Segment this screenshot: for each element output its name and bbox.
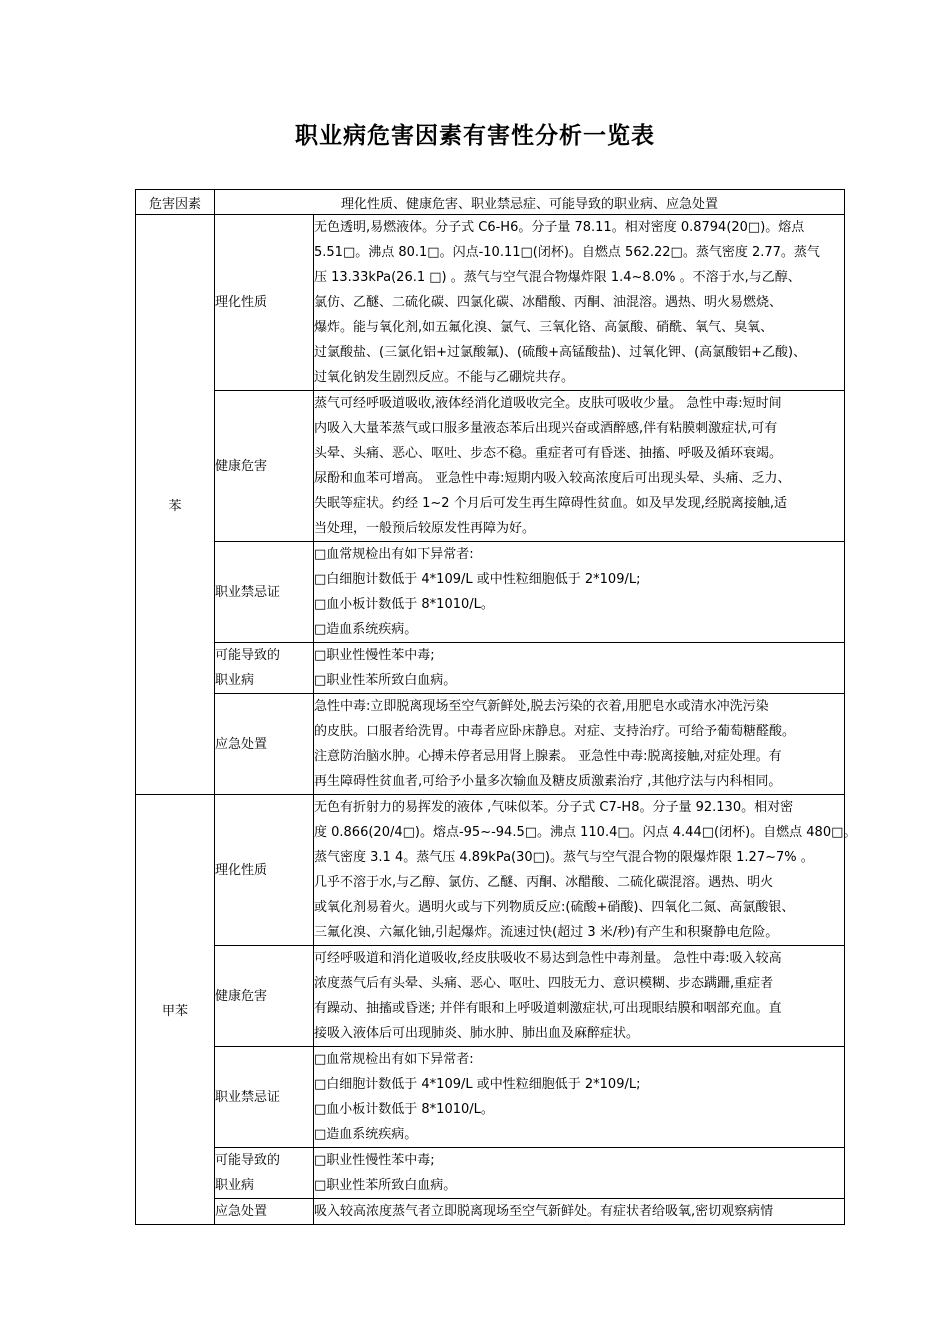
table-row bbox=[136, 391, 845, 542]
attribute-label-line: 健康危害 bbox=[215, 988, 268, 1004]
description-line: 压 13.33kPa(26.1 □) 。蒸气与空气混合物爆炸限 1.4~8.0% 。不溶于水,与乙醇、 bbox=[314, 270, 801, 285]
description-line: 5.51□。沸点 80.1□。闪点-10.11□(闭杯)。自燃点 562.22□。蒸气密度 2.77。蒸气 bbox=[314, 245, 820, 260]
description-cell bbox=[314, 1199, 845, 1225]
header-factor-cell: 危害因素 bbox=[136, 190, 215, 215]
description-line: 急性中毒:立即脱离现场至空气新鲜处,脱去污染的衣着,用肥皂水或清水冲洗污染 bbox=[314, 699, 769, 714]
attribute-label-line: 职业病 bbox=[215, 1178, 255, 1193]
description-line: 可经呼吸道和消化道吸收,经皮肤吸收不易达到急性中毒剂量。 急性中毒:吸入较高 bbox=[314, 951, 782, 966]
table-row bbox=[136, 1148, 845, 1199]
attribute-label-line: 职业病 bbox=[215, 673, 255, 688]
description-line: □造血系统疾病。 bbox=[314, 622, 418, 637]
attribute-label-cell bbox=[215, 215, 314, 391]
description-line: 有躁动、抽搐或昏迷; 并伴有眼和上呼吸道刺激症状,可出现眼结膜和咽部充血。直 bbox=[314, 1001, 782, 1016]
description-cell bbox=[314, 215, 845, 391]
hazard-factor-cell: 甲苯 bbox=[136, 795, 215, 1225]
description-line: 三氟化溴、六氟化铀,引起爆炸。流速过快(超过 3 米/秒)有产生和积聚静电危险。 bbox=[314, 925, 779, 940]
description-line: 注意防治脑水肿。心搏未停者忌用肾上腺素。 亚急性中毒:脱离接触,对症处理。有 bbox=[314, 749, 782, 764]
description-line: 度 0.866(20/4□)。熔点-95~-94.5□。沸点 110.4□。闪点 4.44□(闭杯)。自燃点 480□。 bbox=[314, 825, 857, 840]
attribute-label-cell bbox=[215, 643, 314, 694]
description-line: 内吸入大量苯蒸气或口服多量液态苯后出现兴奋或酒醉感,伴有粘膜刺激症状,可有 bbox=[314, 421, 778, 436]
description-line: □职业性苯所致白血病。 bbox=[314, 1178, 457, 1193]
attribute-label-line: 职业禁忌证 bbox=[215, 584, 281, 600]
description-cell bbox=[314, 946, 845, 1047]
table-row bbox=[136, 795, 845, 946]
description-line: 无色有折射力的易挥发的液体 ,气味似苯。分子式 C7-H8。分子量 92.130。相对密 bbox=[314, 800, 794, 815]
table-row bbox=[136, 542, 845, 643]
description-cell bbox=[314, 694, 845, 795]
description-line: □白细胞计数低于 4*109/L 或中性粒细胞低于 2*109/L; bbox=[314, 1077, 641, 1092]
description-cell bbox=[314, 1148, 845, 1199]
description-cell bbox=[314, 643, 845, 694]
attribute-label-line: 理化性质 bbox=[215, 862, 268, 878]
description-line: 再生障碍性贫血者,可给予小量多次输血及糖皮质激素治疗 ,其他疗法与内科相同。 bbox=[314, 774, 782, 789]
attribute-label-line: 职业禁忌证 bbox=[215, 1089, 281, 1105]
description-line: 失眠等症状。约经 1~2 个月后可发生再生障碍性贫血。如及早发现,经脱离接触,适 bbox=[314, 496, 787, 511]
attribute-label-line: 应急处置 bbox=[215, 736, 268, 752]
description-line: □职业性慢性苯中毒; bbox=[314, 1153, 435, 1168]
table-header-row bbox=[136, 190, 845, 215]
description-cell bbox=[314, 795, 857, 946]
description-line: 接吸入液体后可出现肺炎、肺水肿、肺出血及麻醉症状。 bbox=[314, 1026, 640, 1041]
description-cell bbox=[314, 391, 845, 542]
description-line: 头晕、头痛、恶心、呕吐、步态不稳。重症者可有昏迷、抽搐、呼吸及循环衰竭。 bbox=[314, 446, 783, 461]
page-title: 职业病危害因素有害性分析一览表 bbox=[295, 123, 655, 149]
attribute-label-cell bbox=[215, 795, 314, 946]
table-row bbox=[136, 643, 845, 694]
description-line: □血小板计数低于 8*1010/L。 bbox=[314, 597, 494, 612]
description-line: □造血系统疾病。 bbox=[314, 1127, 418, 1142]
description-cell bbox=[314, 542, 845, 643]
description-line: 或氧化剂易着火。遇明火或与下列物质反应:(硫酸+硝酸)、四氧化二氮、高氯酸银、 bbox=[314, 900, 795, 915]
attribute-label-cell bbox=[215, 1047, 314, 1148]
description-line: 当处理，一般预后较原发性再障为好。 bbox=[314, 521, 536, 536]
description-line: □白细胞计数低于 4*109/L 或中性粒细胞低于 2*109/L; bbox=[314, 572, 641, 587]
table-row bbox=[136, 694, 845, 795]
attribute-label-line: 理化性质 bbox=[215, 295, 268, 310]
hazard-factor-cell: 苯 bbox=[136, 215, 215, 795]
table-row bbox=[136, 1047, 845, 1148]
attribute-label-cell bbox=[215, 1199, 314, 1225]
description-line: 浓度蒸气后有头晕、头痛、恶心、呕吐、四肢无力、意识模糊、步态蹒跚,重症者 bbox=[314, 976, 774, 991]
attribute-label-cell bbox=[215, 694, 314, 795]
description-line: □职业性苯所致白血病。 bbox=[314, 673, 457, 688]
table-row bbox=[136, 1199, 845, 1225]
description-line: 过氧化钠发生剧烈反应。不能与乙硼烷共存。 bbox=[314, 370, 575, 385]
hazard-analysis-table bbox=[135, 189, 857, 1225]
attribute-label-cell bbox=[215, 391, 314, 542]
description-line: 蒸气密度 3.1 4。蒸气压 4.89kPa(30□)。蒸气与空气混合物的限爆炸限 1.27~7% 。 bbox=[314, 850, 814, 865]
description-line: 的皮肤。口服者给洗胃。中毒者应卧床静息。对症、支持治疗。可给予葡萄糖醛酸。 bbox=[314, 724, 796, 739]
description-line: □血常规检出有如下异常者: bbox=[314, 547, 474, 562]
description-line: 氯仿、乙醚、二硫化碳、四氯化碳、冰醋酸、丙酮、油混溶。遇热、明火易燃烧、 bbox=[314, 295, 783, 310]
description-line: 过氯酸盐、(三氯化铝+过氯酸氟)、(硫酸+高锰酸盐)、过氧化钾、(高氯酸铝+乙酸)、 bbox=[314, 345, 807, 360]
attribute-label-line: 健康危害 bbox=[215, 458, 268, 474]
description-cell bbox=[314, 1047, 845, 1148]
table-row bbox=[136, 215, 845, 391]
attribute-label-cell bbox=[215, 1148, 314, 1199]
attribute-label-line: 应急处置 bbox=[215, 1204, 268, 1219]
header-description-cell: 理化性质、健康危害、职业禁忌症、可能导致的职业病、应急处置 bbox=[215, 190, 845, 215]
attribute-label-cell bbox=[215, 946, 314, 1047]
attribute-label-cell bbox=[215, 542, 314, 643]
table-row bbox=[136, 946, 845, 1047]
description-line: 尿酚和血苯可增高。 亚急性中毒:短期内吸入较高浓度后可出现头晕、头痛、乏力、 bbox=[314, 471, 791, 486]
description-line: 蒸气可经呼吸道吸收,液体经消化道吸收完全。皮肤可吸收少量。 急性中毒:短时间 bbox=[314, 396, 782, 411]
description-line: 几乎不溶于水,与乙醇、氯仿、乙醚、丙酮、冰醋酸、二硫化碳混溶。遇热、明火 bbox=[314, 875, 774, 890]
description-line: □职业性慢性苯中毒; bbox=[314, 648, 435, 663]
description-line: □血小板计数低于 8*1010/L。 bbox=[314, 1102, 494, 1117]
description-line: 吸入较高浓度蒸气者立即脱离现场至空气新鲜处。有症状者给吸氧,密切观察病情 bbox=[314, 1204, 774, 1219]
description-line: □血常规检出有如下异常者: bbox=[314, 1052, 474, 1067]
attribute-label-line: 可能导致的 bbox=[215, 1153, 281, 1168]
description-line: 无色透明,易燃液体。分子式 C6-H6。分子量 78.11。相对密度 0.8794(20□)。熔点 bbox=[314, 220, 805, 235]
attribute-label-line: 可能导致的 bbox=[215, 648, 281, 663]
description-line: 爆炸。能与氧化剂,如五氟化溴、氯气、三氧化铬、高氯酸、硝酰、氧气、臭氧、 bbox=[314, 320, 774, 335]
